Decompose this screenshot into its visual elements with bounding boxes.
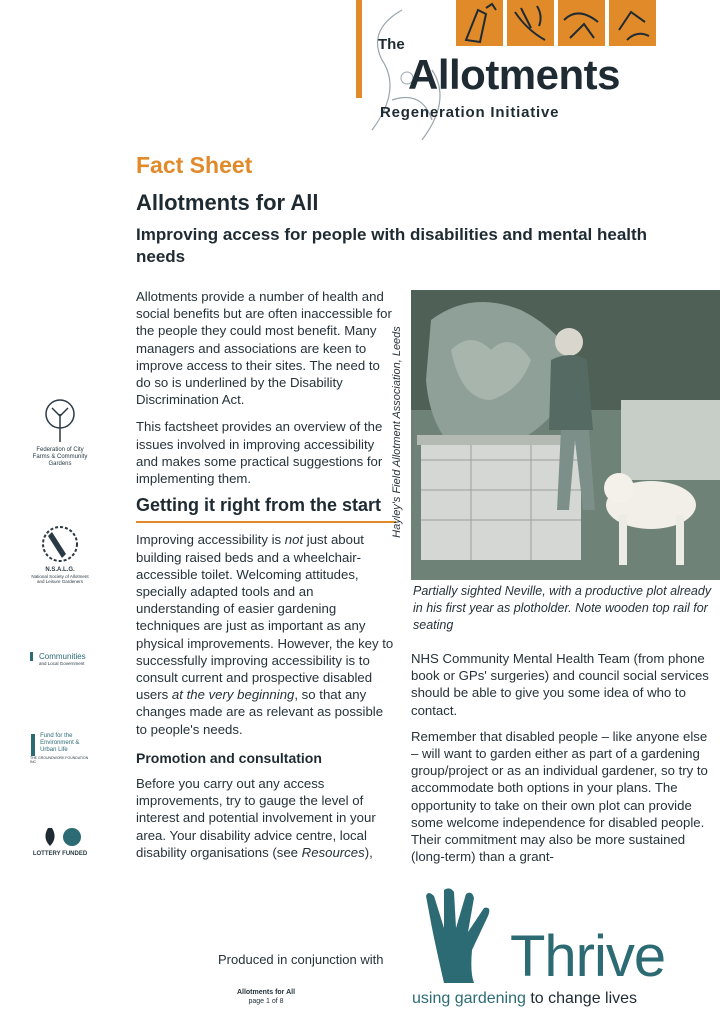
photo-credit: Hayley's Field Allotment Association, Leeds (391, 326, 403, 538)
subheading-promotion: Promotion and consultation (136, 749, 322, 766)
fund-environment-logo (30, 730, 92, 764)
promotion-paragraph: Before you carry out any access improvements, try to gauge the level of interest and potential involvement in your area. Your disability advice centre, local disability organisations (see Resources), (136, 776, 376, 860)
logo-title: Allotments (408, 51, 621, 98)
section-heading: Getting it right from the start (136, 497, 396, 523)
fund-logo-subtext: THE GROUNDWORK FOUNDATION INC (30, 756, 89, 764)
gardener-watering-icon (558, 0, 605, 46)
footer-page-info (226, 988, 306, 1006)
gardener-planting-icon (507, 0, 554, 46)
section-paragraph: Improving accessibility is not just about building raised beds and a wheelchair-accessible toilet. Welcoming attitudes, specially adapted tools and an understanding of easier gardening techniques are just as important as any physical improvements. However, the key to successfully improving accessibility is to consult current and prospective disabled users at the very beginning, so that any changes made are as relevant as possible to people's needs. (136, 532, 394, 737)
nsalg-logo-subtext: National Society of Allotment and Leisure Gardeners (31, 574, 89, 584)
thrive-hand-icon (414, 888, 510, 988)
intro-paragraph-2: This factsheet provides an overview of the issues involved in improving accessibility and makes some practical suggestions for implementing them. (136, 419, 383, 487)
left-column (136, 288, 396, 871)
communities-logo-text: Communities (30, 652, 88, 661)
thrive-tagline: using gardening to change lives (412, 990, 638, 1007)
lottery-logo-text: LOTTERY FUNDED (32, 851, 88, 857)
footer-page-number: page 1 of 8 (248, 998, 284, 1005)
tree-icon (40, 398, 80, 444)
gardener-harvest-icon (609, 0, 656, 46)
page-subtitle: Improving access for people with disabilities and mental health needs (136, 225, 648, 266)
photo-gardener-with-dog (411, 290, 720, 580)
lottery-crossed-fingers-icon (36, 826, 84, 848)
fcfcg-logo (30, 398, 90, 468)
gardener-digging-icon (456, 0, 503, 46)
right-paragraph-2: Remember that disabled people – like anyone else – will want to garden either as part of a gardening group/project or as an individual gardener, so try to accommodate both options in your plans. The opportunity to take on their own plot can provide some welcome independence for disabled people. Their commitment may also be more sustained (long-term) than a grant- (411, 728, 708, 865)
right-paragraph-1: NHS Community Mental Health Team (from phone book or GPs' surgeries) and council social services should be able to give you some idea of who to contact. (411, 651, 709, 718)
produced-with-text: Produced in conjunction with (218, 952, 384, 967)
logo-subtitle: Regeneration Initiative (380, 104, 560, 121)
photo-caption: Partially sighted Neville, with a productive plot already in his first year as plotholder. Note wooden top rail for seating (413, 584, 712, 632)
logo-icon-row (456, 0, 656, 46)
fact-sheet-label: Fact Sheet (136, 152, 253, 178)
fund-logo-text: Fund for the Environment & Urban Life (40, 732, 80, 753)
footer-doc-name: Allotments for All (236, 989, 296, 996)
fcfcg-logo-text: Federation of City Farms & Community Gardens (32, 447, 88, 467)
right-column (411, 650, 711, 874)
nsalg-logo (30, 524, 90, 584)
thrive-wordmark: Thrive (510, 924, 666, 989)
lottery-logo (30, 826, 90, 858)
spade-icon (40, 524, 80, 564)
communities-logo-subtext: and Local Government (39, 661, 85, 666)
intro-paragraph-1: Allotments provide a number of health and social benefits but are often inaccessible for the people they could most benefit. Many managers and associations are keen to improve access to their sites. The need to do so is underlined by the Disability Discrimination Act. (136, 289, 392, 408)
page-title: Allotments for All (136, 190, 319, 215)
communities-logo (30, 652, 88, 666)
logo-the: The (378, 36, 405, 53)
building-icon (30, 730, 36, 756)
nsalg-logo-text: N.S.A.L.G. (45, 567, 75, 573)
